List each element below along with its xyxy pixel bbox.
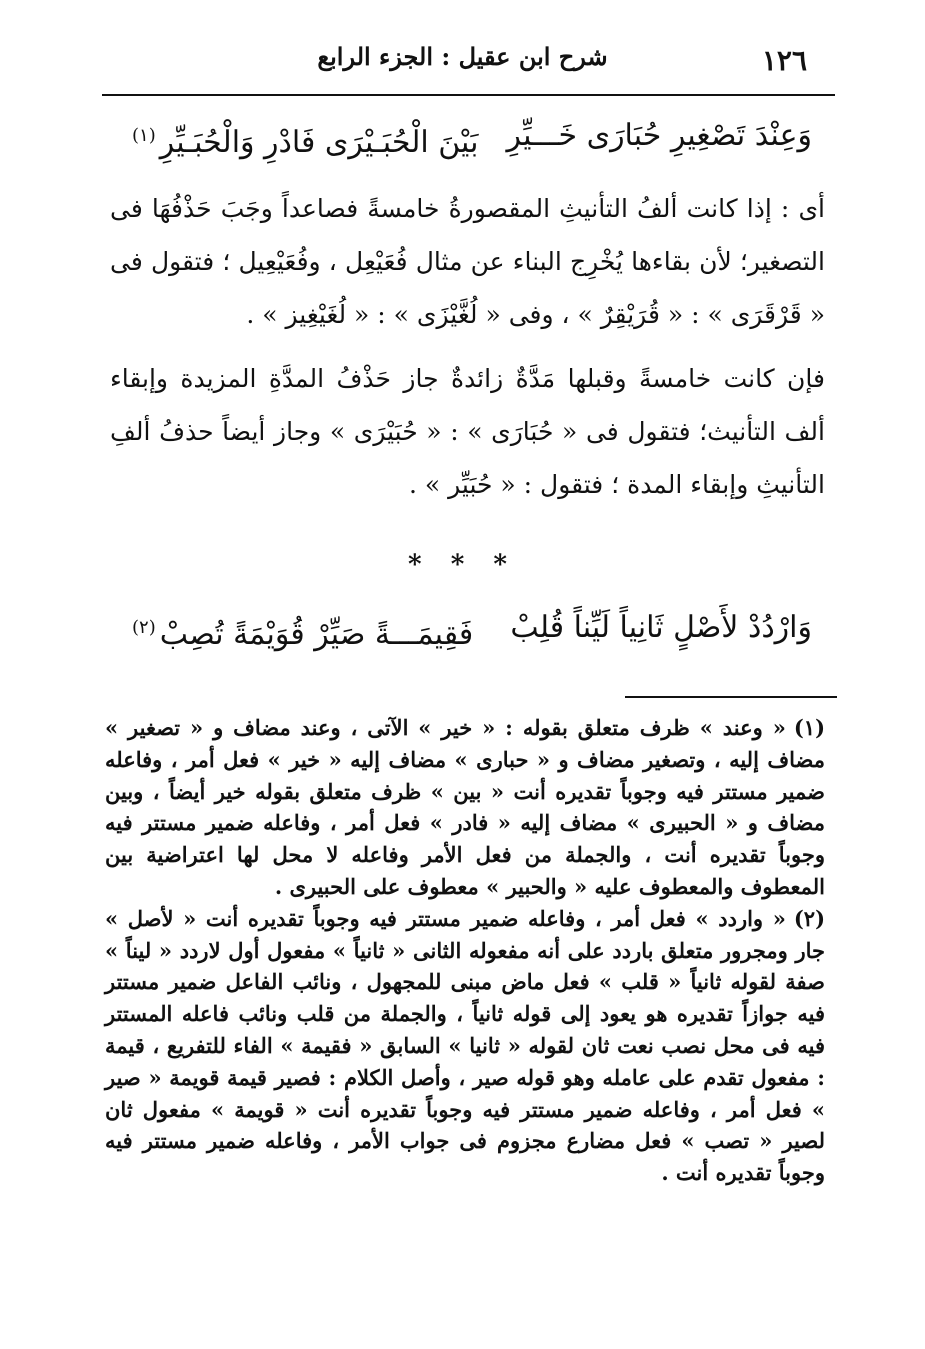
verse-one-right-hemistich: وَعِنْدَ تَصْغِيرِ حُبَارَى خَـــيِّرِ — [506, 118, 812, 153]
verse-two-right-hemistich: وَارْدُدْ لأَصْلٍ ثَانِياً لَيِّناً قُلِبْ — [510, 610, 812, 645]
running-title: شرح ابن عقيل : الجزء الرابع — [317, 42, 608, 71]
page-header — [90, 36, 835, 96]
verse-one-left-hemistich-wrapper — [132, 116, 478, 163]
verse-one-note-marker: (١) — [132, 125, 156, 146]
commentary-two-text: فإن كانت خامسةً وقبلها مَدَّةٌ زائدةٌ جاز حَذْفُ المدَّةِ المزيدة وإبقاء ألف التأنيث؛ فتقول فى « حُبَارَى » : « حُبَيْرَى » وجاز أيضاً حذفُ ألفِ التأنيثِ وإبقاء المدة ؛ فتقول : « حُبَيِّر » . — [110, 364, 825, 499]
verse-two-left-hemistich-wrapper — [132, 608, 473, 655]
footnote-rule — [625, 696, 837, 698]
footnote-two-text: « واردد » فعل أمر ، وفاعله ضمير مستتر فيه وجوباً تقديره أنت « لأصل » جار ومجرور متعلق باردد على أنه مفعوله الثانى « ثانياً » مفعول أول لاردد « ليناً » صفة لقوله ثانياً « قلب » فعل ماض مبنى للمجهول ، ونائب الفاعل ضمير مستتر فيه جوازاً تقديره هو يعود إلى قوله ثانياً ، والجملة من قلب ونائب فاعله المستتر فيه فى محل نصب نعت ثان لقوله « ثانيا » السابق « فقيمة » الفاء للتفريع ، قيمة : مفعول تقدم على عامله وهو قوله صير ، وأصل الكلام : فصير قيمة قويمة « صير » فعل أمر ، وفاعله ضمير مستتر فيه وجوباً تقديره أنت « قويمة » مفعول ثان لصير « تصب » فعل مضارع مجزوم فى جواب الأمر ، وفاعله ضمير مستتر فيه وجوباً تقديره أنت . — [105, 905, 825, 1186]
commentary-two — [110, 352, 825, 511]
header-rule — [102, 94, 835, 96]
section-separator: * * * — [408, 550, 517, 580]
footnote-two-number: (٢) — [793, 905, 825, 931]
footnote-one — [105, 712, 825, 903]
verse-one-left-hemistich: بَيْنَ الْحُبَـيْرَى فَادْرِ وَالْحُبَـيِّرِ — [159, 125, 479, 160]
page-number: ١٢٦ — [761, 44, 807, 77]
verse-two-left-hemistich: فَقِيمَـــةً صَيِّرْ قُوَيْمَةً تُصِبْ — [159, 617, 474, 652]
commentary-one-text: أى : إذا كانت ألفُ التأنيثِ المقصورةُ خامسةً فصاعداً وجَبَ حَذْفُهَا فى التصغير؛ لأن بقاءها يُخْرِج البناء عن مثال فُعَيْعِل ، وفُعَيْعِيل ؛ فتقول فى « قَرْقَرَى » : « قُرَيْقِرٌ » ، وفى « لُغَّيْزَى » : « لُغَيْغِيز » . — [110, 194, 825, 329]
verse-two-note-marker: (٢) — [132, 617, 156, 638]
footnote-one-number: (١) — [793, 715, 825, 740]
commentary-one — [110, 182, 825, 341]
footnotes — [105, 712, 825, 1189]
footnote-two — [105, 903, 825, 1189]
footnote-one-text: « وعند » ظرف متعلق بقوله : « خير » الآتى ، وعند مضاف و « تصغير » مضاف إليه ، وتصغير مضاف و « حبارى » مضاف إليه « خير » فعل أمر ، وفاعله ضمير مستتر فيه وجوباً تقديره أنت « بين » ظرف متعلق بقوله خير أيضاً ، وبين مضاف و « الحبيرى » مضاف إليه « فادر » فعل أمر ، وفاعله ضمير مستتر فيه وجوباً تقديره أنت ، والجملة من فعل الأمر وفاعله لا محل لها اعتراضية بين المعطوف والمعطوف عليه « والحبير » معطوف على الحبيرى . — [105, 715, 825, 899]
